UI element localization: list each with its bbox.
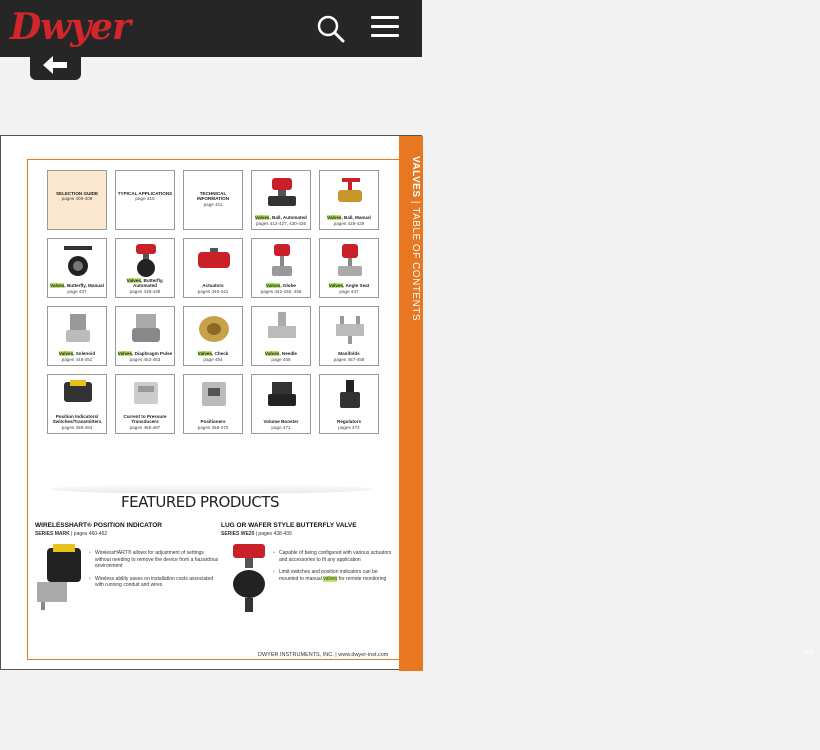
solenoid-valve-image [60, 312, 96, 346]
ball-valve-manual-image [332, 176, 368, 210]
featured-product-butterfly-valve[interactable] [221, 522, 396, 647]
toc-manifolds[interactable]: Manifolds pages 457-458 [319, 306, 379, 366]
toc-diaphragm-pulse-valve[interactable]: Valves, Diaphragm Pulse pages 452-453 [115, 306, 175, 366]
search-icon[interactable] [316, 14, 346, 44]
product-bullet: • Capable of being configured with various actuators and accessories to fit any application [273, 550, 395, 563]
ball-valve-automated-image [264, 176, 300, 210]
product-bullet: • Wireless ability saves on installation costs associated with running conduit and wires [89, 576, 219, 589]
positioner-image [196, 380, 232, 414]
butterfly-valve-product-image [227, 544, 271, 612]
toc-ball-valve-manual[interactable]: Valves, Ball, Manual pages 428-429 [319, 170, 379, 230]
toc-positioners[interactable]: Positioners pages 468-470 [183, 374, 243, 434]
product-bullet: • Limit switches and position indicators can be mounted to manual valves for remote monitoring [273, 569, 395, 582]
manifold-image [332, 312, 368, 346]
toc-needle-valve[interactable]: Valves, Needle page 455 [251, 306, 311, 366]
product-pages: | pages 460-462 [69, 531, 108, 537]
position-indicator-product-image [35, 544, 87, 610]
globe-valve-image [264, 244, 300, 278]
butterfly-valve-automated-image [128, 244, 164, 278]
catalog-page [0, 135, 814, 670]
toc-selection-guide[interactable]: SELECTION GUIDE pages 406-409 [47, 170, 107, 230]
diaphragm-pulse-valve-image [128, 312, 164, 346]
product-series: SERIES MARK [35, 531, 70, 537]
toc-check-valve[interactable]: Valves, Check page 454 [183, 306, 243, 366]
section-sidebar [399, 136, 814, 671]
toc-angle-seat-valve[interactable]: Valves, Angle Seat page 447 [319, 238, 379, 298]
toc-volume-booster[interactable]: Volume Booster page 471 [251, 374, 311, 434]
section-name: VALVES [410, 156, 421, 198]
hamburger-menu-icon[interactable] [371, 16, 399, 40]
toc-actuators[interactable]: Actuators pages 440-441 [183, 238, 243, 298]
product-bullet: • WirelessHART® allows for adjustment of settings without needing to remove the device from a hazardous environment [89, 550, 219, 570]
needle-valve-image [264, 312, 300, 346]
transducer-image [128, 380, 164, 414]
toc-current-to-pressure-transducers[interactable]: Current to Pressure Transducers pages 465-467 [115, 374, 175, 434]
back-arrow-icon [43, 56, 69, 74]
toc-technical-information[interactable]: TECHNICAL INFORMATION page 411 [183, 170, 243, 230]
app-header [0, 0, 422, 57]
check-valve-image [196, 312, 232, 346]
toc-solenoid-valve[interactable]: Valves, Solenoid pages 448-451 [47, 306, 107, 366]
angle-seat-valve-image [332, 244, 368, 278]
sidebar-title: TABLE OF CONTENTS [410, 207, 421, 322]
sidebar-separator: | [410, 200, 421, 204]
dwyer-logo[interactable]: Dwyer [10, 6, 130, 48]
toc-regulators[interactable]: Regulators pages 472 [319, 374, 379, 434]
page-number: 405 [803, 651, 814, 657]
featured-heading: FEATURED PRODUCTS [120, 493, 280, 511]
toc-globe-valve[interactable]: Valves, Globe pages 442-446, 456 [251, 238, 311, 298]
regulator-image [332, 380, 368, 414]
page-footer: DWYER INSTRUMENTS, INC. | www.dwyer-inst.com [258, 652, 389, 658]
actuator-image [196, 244, 232, 278]
product-series: SERIES WE20 [221, 531, 255, 537]
featured-product-position-indicator[interactable] [35, 522, 219, 647]
product-title: LUG OR WAFER STYLE BUTTERFLY VALVE [221, 522, 357, 529]
toc-butterfly-valve-automated[interactable]: Valves, Butterfly, Automated pages 438-439 [115, 238, 175, 298]
back-button[interactable] [30, 50, 81, 80]
product-pages: | pages 438-439 [254, 531, 292, 537]
footer-divider [27, 659, 399, 660]
toc-ball-valve-automated[interactable]: Valves, Ball, Automated pages 412-427, 430-436 [251, 170, 311, 230]
product-title: WIRELESSHART® POSITION INDICATOR [35, 522, 162, 529]
toc-typical-applications[interactable]: TYPICAL APPLICATIONS page 410 [115, 170, 175, 230]
toc-position-indicators[interactable]: Position Indicators/ Switches/Transmitters pages 459-464 [47, 374, 107, 434]
volume-booster-image [264, 380, 300, 414]
position-indicator-image [60, 380, 96, 414]
toc-butterfly-valve-manual[interactable]: Valves, Butterfly, Manual page 437 [47, 238, 107, 298]
butterfly-valve-manual-image [60, 244, 96, 278]
